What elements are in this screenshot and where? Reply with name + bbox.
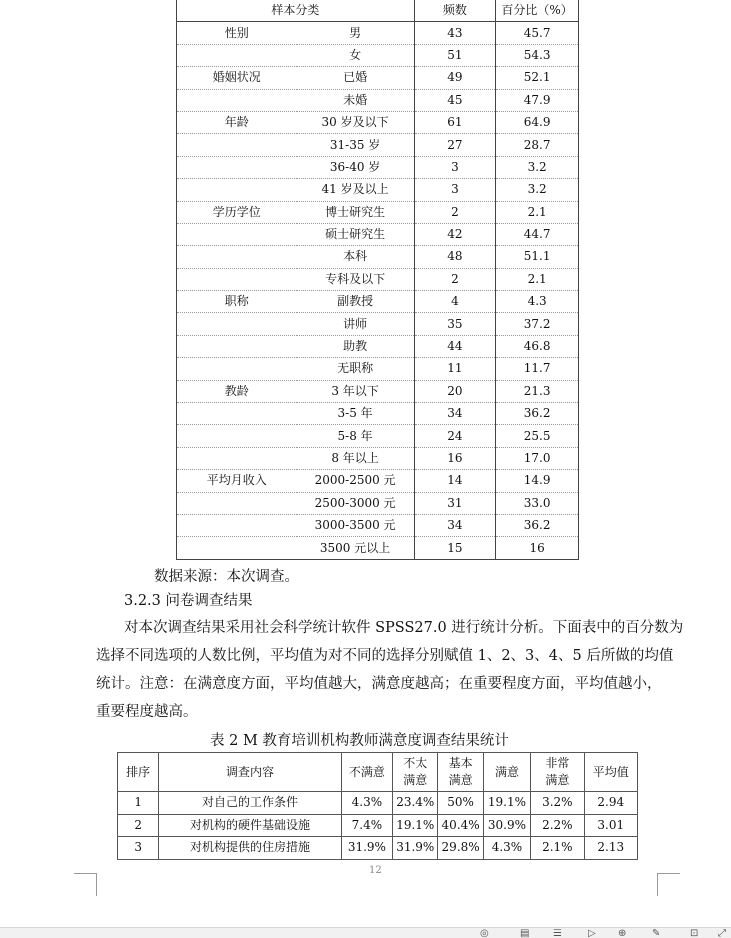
frequency-cell: 34 <box>414 403 496 425</box>
table-caption: 表 2 M 教育培训机构教师满意度调查结果统计 <box>210 733 509 749</box>
percent-cell: 4.3 <box>496 291 579 313</box>
zoom-icon[interactable]: ◎ <box>480 929 489 938</box>
table-row <box>177 134 579 156</box>
percent-cell: 36.2 <box>496 514 579 536</box>
header-text: 调查内容 <box>226 764 275 779</box>
value-cell: 3.2% <box>531 792 584 815</box>
group-cell <box>177 447 297 469</box>
page-number: 12 <box>369 865 382 876</box>
header-cell <box>531 753 584 792</box>
satisfaction-table <box>117 752 638 860</box>
frequency-cell: 61 <box>414 111 496 133</box>
pen-icon[interactable]: ✎ <box>652 929 661 938</box>
percent-cell: 33.0 <box>496 492 579 514</box>
header-text: 不太 <box>403 756 428 770</box>
percent-cell: 2.1 <box>496 268 579 290</box>
group-cell <box>177 223 297 245</box>
item-cell: 已婚 <box>297 67 415 89</box>
average-cell: 2.94 <box>584 792 637 815</box>
item-cell: 助教 <box>297 335 415 357</box>
table-row <box>118 837 638 860</box>
header-percent: 百分比（%） <box>496 0 579 22</box>
header-text: 满意 <box>403 773 428 787</box>
table-row <box>177 179 579 201</box>
table-row <box>118 792 638 815</box>
group-cell <box>177 313 297 335</box>
item-cell: 专科及以下 <box>297 268 415 290</box>
table-row <box>177 111 579 133</box>
frequency-cell: 31 <box>414 492 496 514</box>
percent-cell: 45.7 <box>496 22 579 44</box>
header-frequency: 频数 <box>414 0 496 22</box>
group-cell: 平均月收入 <box>177 470 297 492</box>
fit-icon[interactable]: ⊡ <box>690 929 699 938</box>
percent-cell: 25.5 <box>496 425 579 447</box>
percent-cell: 21.3 <box>496 380 579 402</box>
group-cell <box>177 156 297 178</box>
percent-cell: 44.7 <box>496 223 579 245</box>
frequency-cell: 20 <box>414 380 496 402</box>
frequency-cell: 35 <box>414 313 496 335</box>
paragraph-line: 选择不同选项的人数比例，平均值为对不同的选择分别赋值 1、2、3、4、5 后所做的均值 <box>96 648 674 664</box>
group-cell: 性别 <box>177 22 297 44</box>
group-cell <box>177 134 297 156</box>
header-text: 排序 <box>126 764 151 779</box>
table-row <box>177 492 579 514</box>
frequency-cell: 3 <box>414 156 496 178</box>
frequency-cell: 49 <box>414 67 496 89</box>
frequency-cell: 43 <box>414 22 496 44</box>
rank-cell: 3 <box>118 837 159 860</box>
paragraph-line: 重要程度越高。 <box>96 704 198 720</box>
frequency-cell: 11 <box>414 358 496 380</box>
table-row <box>177 358 579 380</box>
rank-cell: 1 <box>118 792 159 815</box>
item-cell: 3000-3500 元 <box>297 514 415 536</box>
value-cell: 31.9% <box>341 837 392 860</box>
table-row <box>177 291 579 313</box>
frequency-cell: 27 <box>414 134 496 156</box>
average-cell: 3.01 <box>584 814 637 837</box>
percent-cell: 52.1 <box>496 67 579 89</box>
data-source-note: 数据来源：本次调查。 <box>154 569 299 585</box>
percent-cell: 14.9 <box>496 470 579 492</box>
value-cell: 2.2% <box>531 814 584 837</box>
percent-cell: 54.3 <box>496 44 579 66</box>
group-cell <box>177 335 297 357</box>
item-cell: 副教授 <box>297 291 415 313</box>
rank-cell: 2 <box>118 814 159 837</box>
group-cell <box>177 514 297 536</box>
item-cell: 2500-3000 元 <box>297 492 415 514</box>
header-text: 不满意 <box>348 764 385 779</box>
frequency-cell: 44 <box>414 335 496 357</box>
item-cell: 2000-2500 元 <box>297 470 415 492</box>
item-cell: 3 年以下 <box>297 380 415 402</box>
content-cell: 对自己的工作条件 <box>159 792 341 815</box>
outline-icon[interactable]: ☰ <box>553 929 562 938</box>
table-row <box>177 313 579 335</box>
table-row <box>177 447 579 469</box>
frequency-cell: 4 <box>414 291 496 313</box>
item-cell: 30 岁及以下 <box>297 111 415 133</box>
header-cell <box>483 753 530 792</box>
table-row <box>177 44 579 66</box>
status-bar <box>0 927 731 938</box>
table-row <box>177 470 579 492</box>
header-text: 满意 <box>448 773 473 787</box>
header-cell <box>393 753 438 792</box>
item-cell: 讲师 <box>297 313 415 335</box>
percent-cell: 46.8 <box>496 335 579 357</box>
table-row <box>177 403 579 425</box>
value-cell: 7.4% <box>341 814 392 837</box>
table-row <box>177 537 579 559</box>
item-cell: 硕士研究生 <box>297 223 415 245</box>
header-cell <box>438 753 483 792</box>
frequency-cell: 34 <box>414 514 496 536</box>
value-cell: 19.1% <box>483 792 530 815</box>
frequency-cell: 24 <box>414 425 496 447</box>
header-text: 满意 <box>545 773 570 787</box>
percent-cell: 51.1 <box>496 246 579 268</box>
table-row <box>177 223 579 245</box>
table-row <box>177 89 579 111</box>
value-cell: 40.4% <box>438 814 483 837</box>
item-cell: 本科 <box>297 246 415 268</box>
value-cell: 29.8% <box>438 837 483 860</box>
paragraph-line: 统计。注意：在满意度方面，平均值越大，满意度越高；在重要程度方面，平均值越小， <box>96 676 662 692</box>
value-cell: 19.1% <box>393 814 438 837</box>
item-cell: 无职称 <box>297 358 415 380</box>
value-cell: 4.3% <box>483 837 530 860</box>
table-row <box>177 380 579 402</box>
value-cell: 2.1% <box>531 837 584 860</box>
page-view-icon[interactable]: ▤ <box>520 929 530 938</box>
table-row <box>177 67 579 89</box>
percent-cell: 37.2 <box>496 313 579 335</box>
item-cell: 男 <box>297 22 415 44</box>
percent-cell: 36.2 <box>496 403 579 425</box>
group-cell: 教龄 <box>177 380 297 402</box>
group-cell <box>177 44 297 66</box>
group-cell <box>177 358 297 380</box>
value-cell: 50% <box>438 792 483 815</box>
group-cell: 学历学位 <box>177 201 297 223</box>
percent-cell: 3.2 <box>496 179 579 201</box>
frequency-cell: 2 <box>414 201 496 223</box>
percent-cell: 17.0 <box>496 447 579 469</box>
header-text: 满意 <box>494 764 519 779</box>
value-cell: 23.4% <box>393 792 438 815</box>
content-cell: 对机构提供的住房措施 <box>159 837 341 860</box>
group-cell <box>177 492 297 514</box>
frequency-cell: 45 <box>414 89 496 111</box>
item-cell: 3500 元以上 <box>297 537 415 559</box>
percent-cell: 28.7 <box>496 134 579 156</box>
header-text: 平均值 <box>592 764 629 779</box>
item-cell: 31-35 岁 <box>297 134 415 156</box>
header-text: 基本 <box>448 756 473 770</box>
header-cell <box>118 753 159 792</box>
item-cell: 博士研究生 <box>297 201 415 223</box>
value-cell: 30.9% <box>483 814 530 837</box>
globe-icon[interactable]: ⊕ <box>618 929 627 938</box>
frequency-cell: 48 <box>414 246 496 268</box>
frequency-cell: 51 <box>414 44 496 66</box>
table-row <box>177 514 579 536</box>
header-cell <box>159 753 341 792</box>
average-cell: 2.13 <box>584 837 637 860</box>
frequency-cell: 2 <box>414 268 496 290</box>
item-cell: 未婚 <box>297 89 415 111</box>
table-row <box>118 814 638 837</box>
group-cell <box>177 179 297 201</box>
frequency-cell: 15 <box>414 537 496 559</box>
percent-cell: 64.9 <box>496 111 579 133</box>
item-cell: 36-40 岁 <box>297 156 415 178</box>
group-cell <box>177 89 297 111</box>
item-cell: 3-5 年 <box>297 403 415 425</box>
header-text: 非常 <box>545 756 570 770</box>
frequency-cell: 3 <box>414 179 496 201</box>
group-cell <box>177 537 297 559</box>
table-row <box>177 201 579 223</box>
item-cell: 41 岁及以上 <box>297 179 415 201</box>
percent-cell: 16 <box>496 537 579 559</box>
percent-cell: 47.9 <box>496 89 579 111</box>
group-cell <box>177 268 297 290</box>
group-cell: 职称 <box>177 291 297 313</box>
group-cell <box>177 246 297 268</box>
margin-corner-right <box>657 873 680 896</box>
table-row <box>177 156 579 178</box>
frequency-cell: 42 <box>414 223 496 245</box>
table-row <box>177 425 579 447</box>
section-heading: 3.2.3 问卷调查结果 <box>124 593 253 609</box>
group-cell <box>177 403 297 425</box>
table-row <box>177 246 579 268</box>
value-cell: 4.3% <box>341 792 392 815</box>
header-cell <box>584 753 637 792</box>
percent-cell: 3.2 <box>496 156 579 178</box>
table-row <box>177 22 579 44</box>
header-cell <box>341 753 392 792</box>
expand-icon[interactable]: ⤢ <box>718 929 726 938</box>
value-cell: 31.9% <box>393 837 438 860</box>
content-cell: 对机构的硬件基础设施 <box>159 814 341 837</box>
table-row <box>177 268 579 290</box>
frequency-cell: 14 <box>414 470 496 492</box>
group-cell <box>177 425 297 447</box>
paragraph-line: 对本次调查结果采用社会科学统计软件 SPSS27.0 进行统计分析。下面表中的百分数为 <box>124 620 684 636</box>
header-category: 样本分类 <box>177 0 415 22</box>
percent-cell: 11.7 <box>496 358 579 380</box>
group-cell: 年龄 <box>177 111 297 133</box>
satisfaction-table-header <box>118 753 638 792</box>
margin-corner-left <box>74 873 97 896</box>
item-cell: 女 <box>297 44 415 66</box>
table-row <box>177 335 579 357</box>
play-icon[interactable]: ▷ <box>588 929 596 938</box>
percent-cell: 2.1 <box>496 201 579 223</box>
sample-table-header <box>177 0 579 22</box>
item-cell: 5-8 年 <box>297 425 415 447</box>
frequency-cell: 16 <box>414 447 496 469</box>
item-cell: 8 年以上 <box>297 447 415 469</box>
sample-table <box>176 0 579 560</box>
group-cell: 婚姻状况 <box>177 67 297 89</box>
